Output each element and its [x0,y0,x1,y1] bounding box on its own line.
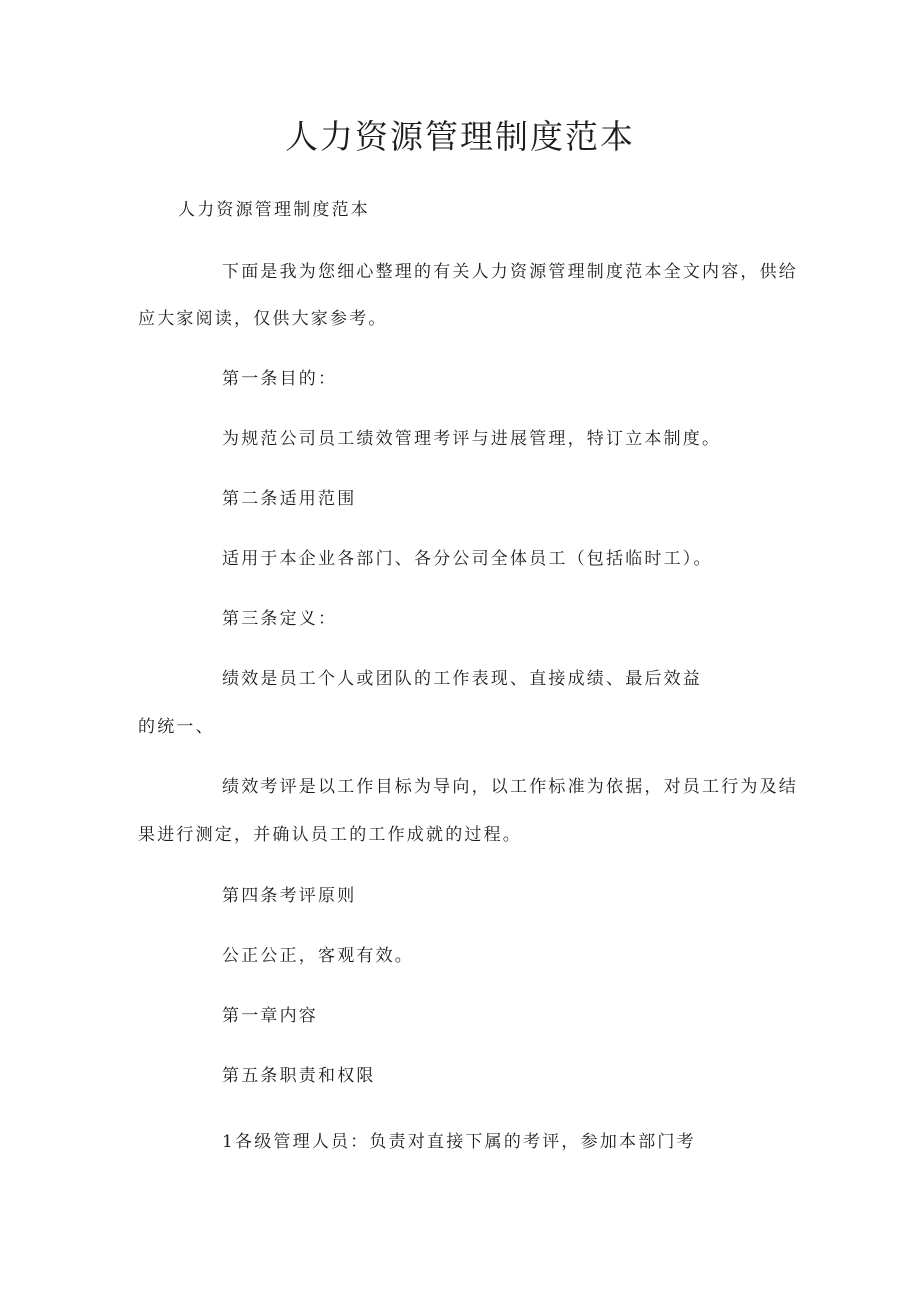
paragraph-line: 1各级管理人员：负责对直接下属的考评，参加本部门考 [222,1132,696,1152]
article-heading: 第二条适用范围 [222,489,357,509]
article-heading: 第四条考评原则 [222,886,357,906]
paragraph-line: 下面是我为您细心整理的有关人力资源管理制度范本全文内容，供给 [222,262,798,282]
document-subtitle: 人力资源管理制度范本 [178,200,370,220]
chapter-heading: 第一章内容 [222,1006,318,1026]
article-heading: 第三条定义： [222,609,338,629]
paragraph-line: 应大家阅读，仅供大家参考。 [138,309,388,329]
paragraph-line: 为规范公司员工绩效管理考评与进展管理，特订立本制度。 [222,429,722,449]
article-heading: 第五条职责和权限 [222,1066,376,1086]
paragraph-line: 公正公正，客观有效。 [222,946,414,966]
paragraph-line: 果进行测定，并确认员工的工作成就的过程。 [138,825,522,845]
document-title: 人力资源管理制度范本 [285,117,635,156]
paragraph-line: 绩效考评是以工作目标为导向，以工作标准为依据，对员工行为及结 [222,777,798,797]
paragraph-line: 适用于本企业各部门、各分公司全体员工（包括临时工）。 [222,549,713,569]
paragraph-line: 的统一、 [138,717,215,737]
article-heading: 第一条目的： [222,369,338,389]
paragraph-line: 绩效是员工个人或团队的工作表现、直接成绩、最后效益 [222,669,702,689]
